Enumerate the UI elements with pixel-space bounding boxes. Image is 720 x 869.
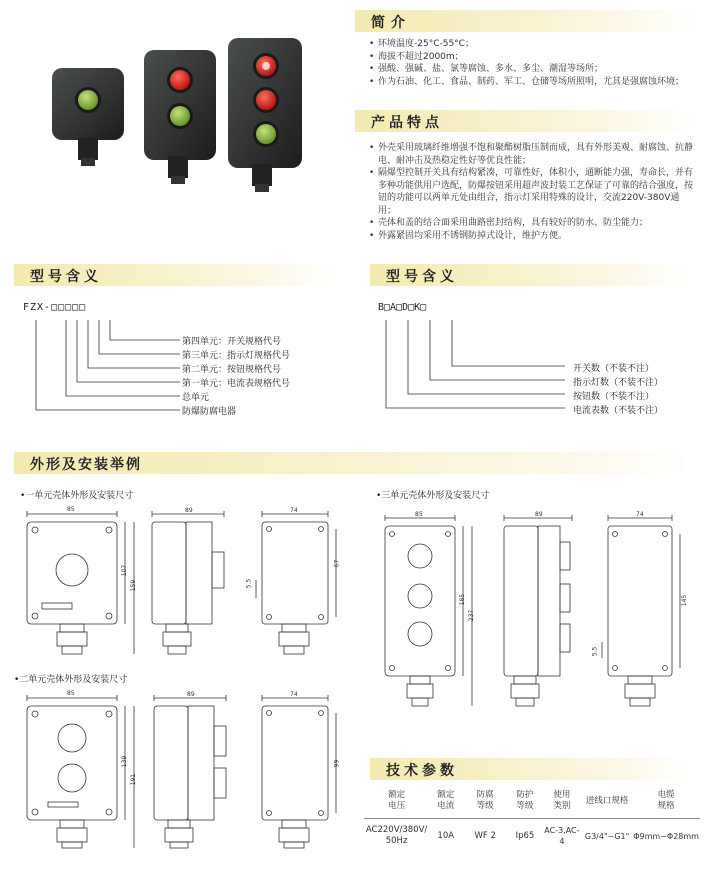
- model-right-item: 电流表数（不装不注）: [573, 406, 664, 416]
- three-unit-back-drawing: [600, 512, 690, 722]
- two-unit-back-drawing: [256, 692, 346, 852]
- table-cell: AC-3,AC-4: [544, 826, 580, 846]
- model-right-code: B□A□D□K□: [378, 302, 427, 313]
- model-left-item: 总单元: [182, 393, 210, 403]
- three-unit-side-drawing: [500, 512, 590, 722]
- table-header: 额定 电压: [364, 784, 429, 819]
- model-right-item: 按钮数（不装不注）: [573, 392, 655, 402]
- dim-label: 139: [121, 755, 129, 768]
- table-cell: Φ9mm~Φ28mm: [633, 831, 699, 841]
- model-right-item: 开关数（不装不注）: [573, 364, 655, 374]
- model-left-item: 第二单元：按钮规格代号: [182, 365, 282, 375]
- green-lamp-icon: [78, 90, 98, 110]
- two-unit-side-drawing: [150, 692, 240, 852]
- product-photo: [40, 28, 360, 198]
- dim-label: 5.5: [245, 578, 253, 589]
- table-cell: WF 2: [474, 830, 496, 841]
- table-header: 电缆 规格: [632, 784, 700, 819]
- three-unit-caption: •三单元壳体外形及安装尺寸: [376, 491, 490, 501]
- model-left-code: FZX-□□□□□: [23, 302, 87, 313]
- dim-label: 191: [130, 773, 138, 786]
- one-unit-box: [52, 68, 124, 166]
- model-left-item: 第一单元：电流表规格代号: [182, 379, 291, 389]
- model-left-item: 防爆防腐电器: [182, 407, 237, 417]
- model-right-title: 型号含义: [386, 269, 458, 285]
- dim-label: 67: [333, 559, 341, 568]
- one-unit-back-drawing: [256, 508, 346, 668]
- dim-label: 85: [415, 511, 423, 518]
- features-title: 产品特点: [371, 115, 443, 131]
- intro-header: [355, 10, 697, 32]
- model-right-leaders: [380, 312, 580, 432]
- tech-header: [370, 758, 692, 780]
- red-button-icon: [256, 90, 276, 110]
- model-left-title: 型号含义: [30, 269, 102, 285]
- dim-label: 99: [333, 759, 341, 768]
- dim-label: 5.5: [591, 646, 599, 657]
- dim-label: 74: [636, 511, 644, 518]
- list-item: • 外露紧固均采用不锈钢防掉式设计，维护方便。: [368, 230, 693, 243]
- dim-label: 89: [185, 507, 193, 514]
- tech-title: 技术参数: [386, 763, 458, 779]
- list-item: • 海拔不超过2000m；: [368, 51, 703, 64]
- table-cell: G3/4"~G1": [584, 831, 630, 841]
- model-right-header: [370, 264, 692, 286]
- table-cell: AC220V/380V/ 50Hz: [365, 825, 428, 846]
- list-item: • 外壳采用玻璃纤维增强不饱和聚酯树脂压制而成，具有外形美观、耐腐蚀、抗静电、耐冲击及热稳定性好等优良性能；: [368, 142, 693, 167]
- list-item: • 壳体和盖的结合面采用曲路密封结构，具有较好的防水、防尘能力；: [368, 217, 693, 230]
- dim-label: 89: [187, 691, 195, 698]
- intro-list: [368, 38, 703, 88]
- model-left-item: 第三单元：指示灯规格代号: [182, 351, 291, 361]
- model-right-item: 指示灯数（不装不注）: [573, 378, 664, 388]
- features-header: [355, 110, 697, 132]
- dim-label: 74: [290, 507, 298, 514]
- table-row: [364, 784, 700, 819]
- table-header: 额定 电流: [429, 784, 462, 819]
- green-button-icon: [170, 106, 190, 126]
- model-left-item: 第四单元：开关规格代号: [182, 337, 282, 347]
- shape-header: [14, 452, 694, 474]
- table-header: 进线口规格: [582, 784, 632, 819]
- green-button-icon: [256, 124, 276, 144]
- one-unit-caption: •一单元壳体外形及安装尺寸: [20, 491, 134, 501]
- table-header: 使用 类别: [542, 784, 582, 819]
- dim-label: 185: [459, 593, 467, 606]
- dim-label: 89: [535, 511, 543, 518]
- red-button-icon: [170, 70, 190, 90]
- tech-table: [364, 784, 700, 853]
- dim-label: 107: [121, 564, 129, 577]
- three-unit-box: [228, 38, 302, 192]
- table-cell: 10A: [437, 830, 455, 841]
- list-item: • 环境温度-25°C-55°C；: [368, 38, 703, 51]
- dim-label: 159: [130, 579, 138, 592]
- two-unit-front-drawing: [22, 692, 142, 852]
- intro-title: 简介: [371, 15, 411, 31]
- model-left-header: [14, 264, 336, 286]
- list-item: • 强酸、强碱、盐、氯等腐蚀、多水、多尘、潮湿等场所；: [368, 63, 703, 76]
- table-header: 防腐 等级: [462, 784, 508, 819]
- two-unit-caption: •二单元壳体外形及安装尺寸: [14, 675, 128, 685]
- shape-title: 外形及安装举例: [30, 457, 142, 473]
- dim-label: 85: [67, 690, 75, 697]
- dim-label: 145: [681, 594, 689, 607]
- one-unit-side-drawing: [148, 508, 238, 668]
- list-item: • 作为石油、化工、食品、制药、军工、仓储等场所照明，尤其是强腐蚀环境；: [368, 76, 703, 89]
- two-unit-box: [144, 50, 216, 184]
- list-item: • 隔爆型控制开关具有结构紧凑，可靠性好，体积小，通断能力强，寿命长，并有多种功能供用户选配，防爆按钮采用超声波封装工艺保证了可靠的结合强度，按钮的功能可以两单元处由组合，指示灯采用特殊的设计，交流220V-380V通用；: [368, 167, 693, 217]
- dim-label: 85: [67, 506, 75, 513]
- table-header: 防护 等级: [508, 784, 542, 819]
- features-list: [368, 142, 693, 242]
- table-cell: Ip65: [515, 830, 535, 841]
- one-unit-front-drawing: [22, 508, 132, 668]
- dim-label: 237: [468, 609, 476, 622]
- table-row: [364, 819, 700, 854]
- dim-label: 74: [290, 691, 298, 698]
